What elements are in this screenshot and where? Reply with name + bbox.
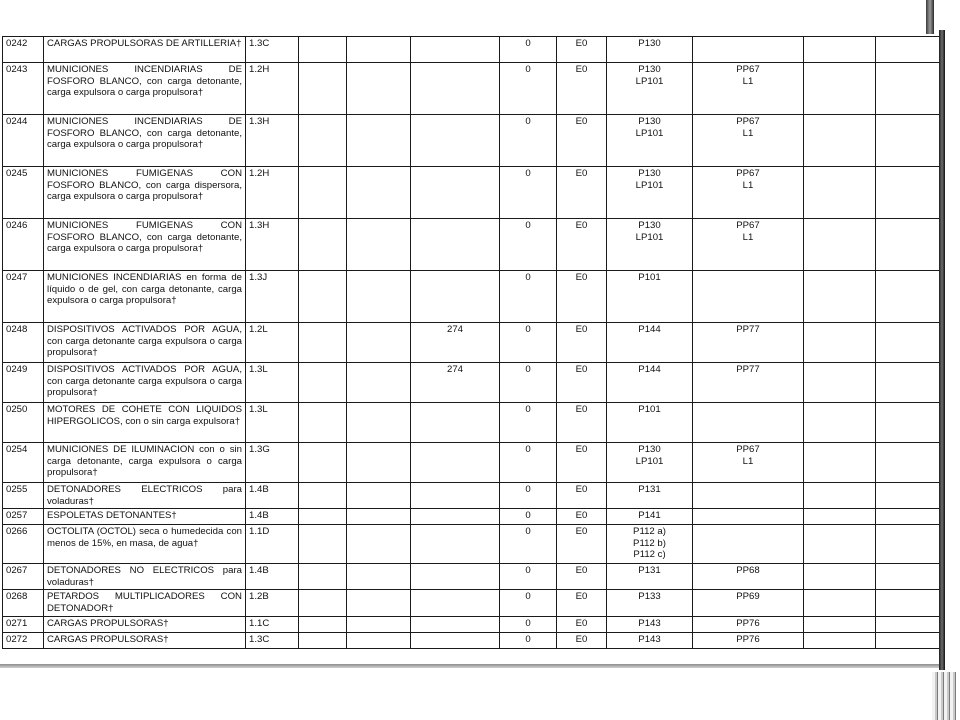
empty-cell xyxy=(347,525,411,564)
packing-provision: PP68 xyxy=(736,565,760,577)
empty-cell xyxy=(347,509,411,525)
empty-cell xyxy=(876,63,941,115)
limited-quantity-cell: 0 xyxy=(500,63,557,115)
un-number-cell: 0247 xyxy=(3,271,44,323)
packing-instruction-cell xyxy=(607,525,693,564)
hazard-class-cell: 1.4B xyxy=(246,483,299,509)
packing-provision: L1 xyxy=(742,75,754,87)
empty-cell xyxy=(347,617,411,633)
limited-quantity-cell: 0 xyxy=(500,363,557,403)
packing-instruction: P130 xyxy=(638,168,661,179)
packing-provision-cell xyxy=(693,483,804,509)
edge-shadow-top xyxy=(926,0,934,34)
packing-instruction-cell xyxy=(607,167,693,219)
empty-cell xyxy=(804,363,876,403)
un-number-cell: 0246 xyxy=(3,219,44,271)
empty-cell xyxy=(347,271,411,323)
special-provision-cell xyxy=(411,525,500,564)
excepted-quantity-cell: E0 xyxy=(557,483,607,509)
special-provision-cell xyxy=(411,509,500,525)
empty-cell xyxy=(347,443,411,483)
packing-provision-cell xyxy=(693,63,804,115)
empty-cell xyxy=(876,509,941,525)
table-row xyxy=(3,271,941,323)
special-provision-cell xyxy=(411,403,500,443)
hazard-class-cell: 1.2L xyxy=(246,323,299,363)
special-provision-cell xyxy=(411,617,500,633)
substance-name-cell: DETONADORES NO ELECTRICOS para voladuras† xyxy=(44,564,246,590)
substance-name-cell: DISPOSITIVOS ACTIVADOS POR AGUA, con carga detonante carga expulsora o carga propulsora† xyxy=(44,323,246,363)
empty-cell xyxy=(876,443,941,483)
un-number-cell: 0245 xyxy=(3,167,44,219)
packing-provision-cell xyxy=(693,403,804,443)
empty-cell xyxy=(876,363,941,403)
empty-cell xyxy=(876,525,941,564)
un-number-cell: 0268 xyxy=(3,590,44,617)
empty-cell xyxy=(804,483,876,509)
limited-quantity-cell: 0 xyxy=(500,115,557,167)
packing-instruction: P144 xyxy=(638,324,661,335)
packing-instruction: P143 xyxy=(638,618,661,630)
empty-cell xyxy=(299,564,347,590)
slide-right-edge xyxy=(940,0,960,720)
table-row xyxy=(3,37,941,63)
special-provision-cell xyxy=(411,37,500,63)
empty-cell xyxy=(876,483,941,509)
un-number-cell: 0249 xyxy=(3,363,44,403)
empty-cell xyxy=(347,37,411,63)
empty-cell xyxy=(804,590,876,617)
packing-instruction: P112 c) xyxy=(633,549,666,561)
empty-cell xyxy=(876,37,941,63)
empty-cell xyxy=(347,323,411,363)
packing-provision-cell xyxy=(693,167,804,219)
packing-instruction: P130 xyxy=(638,64,661,75)
table-row xyxy=(3,633,941,649)
table-row xyxy=(3,403,941,443)
empty-cell xyxy=(804,115,876,167)
packing-instruction-cell xyxy=(607,63,693,115)
special-provision-cell: 274 xyxy=(411,363,500,403)
excepted-quantity-cell: E0 xyxy=(557,403,607,443)
packing-provision: PP67 xyxy=(736,116,760,127)
packing-provision-cell xyxy=(693,509,804,525)
packing-instruction: LP101 xyxy=(635,179,664,191)
hazard-class-cell: 1.1C xyxy=(246,617,299,633)
packing-instruction-cell xyxy=(607,271,693,323)
special-provision-cell xyxy=(411,564,500,590)
table-row xyxy=(3,363,941,403)
packing-instruction-cell xyxy=(607,617,693,633)
limited-quantity-cell: 0 xyxy=(500,219,557,271)
table-row xyxy=(3,617,941,633)
un-number-cell: 0255 xyxy=(3,483,44,509)
table-row xyxy=(3,590,941,617)
special-provision-cell xyxy=(411,115,500,167)
empty-cell xyxy=(299,37,347,63)
un-number-cell: 0271 xyxy=(3,617,44,633)
excepted-quantity-cell: E0 xyxy=(557,363,607,403)
empty-cell xyxy=(299,525,347,564)
edge-shadow-bar xyxy=(939,30,945,670)
table-row xyxy=(3,167,941,219)
substance-name-cell: CARGAS PROPULSORAS† xyxy=(44,633,246,649)
substance-name-cell: CARGAS PROPULSORAS† xyxy=(44,617,246,633)
limited-quantity-cell: 0 xyxy=(500,323,557,363)
excepted-quantity-cell: E0 xyxy=(557,509,607,525)
packing-provision: L1 xyxy=(742,231,754,243)
hazard-class-cell: 1.3L xyxy=(246,363,299,403)
substance-name-cell: MOTORES DE COHETE CON LIQUIDOS HIPERGOLICOS, con o sin carga expulsora† xyxy=(44,403,246,443)
limited-quantity-cell: 0 xyxy=(500,590,557,617)
packing-instruction: LP101 xyxy=(635,231,664,243)
empty-cell xyxy=(299,590,347,617)
excepted-quantity-cell: E0 xyxy=(557,443,607,483)
special-provision-cell xyxy=(411,271,500,323)
special-provision-cell xyxy=(411,483,500,509)
substance-name-cell: OCTOLITA (OCTOL) seca o humedecida con menos de 15%, en masa, de agua† xyxy=(44,525,246,564)
empty-cell xyxy=(347,483,411,509)
packing-instruction-cell xyxy=(607,509,693,525)
substance-name-cell: MUNICIONES FUMIGENAS CON FOSFORO BLANCO, con carga dispersora, carga expulsora o carga propulsora† xyxy=(44,167,246,219)
un-number-cell: 0242 xyxy=(3,37,44,63)
packing-instruction: P112 a) xyxy=(633,526,666,538)
excepted-quantity-cell: E0 xyxy=(557,525,607,564)
edge-shadow-bottom xyxy=(932,672,956,720)
un-number-cell: 0250 xyxy=(3,403,44,443)
un-number-cell: 0243 xyxy=(3,63,44,115)
special-provision-cell xyxy=(411,443,500,483)
table-row xyxy=(3,509,941,525)
empty-cell xyxy=(347,363,411,403)
un-number-cell: 0244 xyxy=(3,115,44,167)
special-provision-cell: 274 xyxy=(411,323,500,363)
packing-provision-cell xyxy=(693,590,804,617)
substance-name-cell: CARGAS PROPULSORAS DE ARTILLERIA† xyxy=(44,37,246,63)
excepted-quantity-cell: E0 xyxy=(557,37,607,63)
packing-instruction: LP101 xyxy=(635,127,664,139)
special-provision-cell xyxy=(411,167,500,219)
table-row xyxy=(3,115,941,167)
table-row xyxy=(3,564,941,590)
hazard-class-cell: 1.3J xyxy=(246,271,299,323)
packing-provision: L1 xyxy=(742,179,754,191)
packing-instruction: P112 b) xyxy=(633,537,666,549)
empty-cell xyxy=(804,271,876,323)
limited-quantity-cell: 0 xyxy=(500,443,557,483)
packing-instruction: LP101 xyxy=(635,455,664,467)
hazard-class-cell: 1.3H xyxy=(246,219,299,271)
hazard-class-cell: 1.2H xyxy=(246,167,299,219)
hazard-class-cell: 1.1D xyxy=(246,525,299,564)
packing-provision-cell xyxy=(693,219,804,271)
hazard-class-cell: 1.3C xyxy=(246,633,299,649)
packing-instruction: P131 xyxy=(638,565,661,577)
hazard-class-cell: 1.3C xyxy=(246,37,299,63)
packing-provision-cell xyxy=(693,115,804,167)
special-provision-cell xyxy=(411,633,500,649)
un-number-cell: 0267 xyxy=(3,564,44,590)
packing-instruction: P130 xyxy=(638,444,661,455)
table-row xyxy=(3,219,941,271)
empty-cell xyxy=(876,323,941,363)
packing-provision-cell xyxy=(693,37,804,63)
empty-cell xyxy=(299,509,347,525)
empty-cell xyxy=(299,271,347,323)
empty-cell xyxy=(347,115,411,167)
hazard-class-cell: 1.2H xyxy=(246,63,299,115)
packing-instruction-cell xyxy=(607,403,693,443)
hazard-class-cell: 1.2B xyxy=(246,590,299,617)
excepted-quantity-cell: E0 xyxy=(557,323,607,363)
packing-provision: PP76 xyxy=(736,634,760,646)
empty-cell xyxy=(804,633,876,649)
special-provision-cell xyxy=(411,63,500,115)
packing-instruction: P101 xyxy=(638,272,661,283)
substance-name-cell: MUNICIONES INCENDIARIAS en forma de líquido o de gel, con carga detonante, carga expulsora o carga propulsora† xyxy=(44,271,246,323)
packing-instruction-cell xyxy=(607,323,693,363)
empty-cell xyxy=(299,363,347,403)
un-number-cell: 0248 xyxy=(3,323,44,363)
packing-provision: PP67 xyxy=(736,168,760,179)
packing-provision: PP67 xyxy=(736,64,760,75)
empty-cell xyxy=(876,564,941,590)
empty-cell xyxy=(804,564,876,590)
packing-provision-cell xyxy=(693,617,804,633)
empty-cell xyxy=(876,617,941,633)
packing-instruction-cell xyxy=(607,363,693,403)
special-provision-cell xyxy=(411,219,500,271)
limited-quantity-cell: 0 xyxy=(500,509,557,525)
excepted-quantity-cell: E0 xyxy=(557,633,607,649)
empty-cell xyxy=(804,63,876,115)
empty-cell xyxy=(804,509,876,525)
empty-cell xyxy=(299,167,347,219)
packing-provision-cell xyxy=(693,564,804,590)
packing-provision: PP67 xyxy=(736,444,760,455)
limited-quantity-cell: 0 xyxy=(500,37,557,63)
empty-cell xyxy=(347,63,411,115)
empty-cell xyxy=(876,633,941,649)
table-row xyxy=(3,323,941,363)
packing-instruction: P130 xyxy=(638,38,661,49)
un-number-cell: 0257 xyxy=(3,509,44,525)
empty-cell xyxy=(876,115,941,167)
packing-instruction-cell xyxy=(607,590,693,617)
limited-quantity-cell: 0 xyxy=(500,483,557,509)
table-row xyxy=(3,483,941,509)
packing-instruction: P131 xyxy=(638,484,661,495)
packing-instruction-cell xyxy=(607,564,693,590)
empty-cell xyxy=(299,323,347,363)
empty-cell xyxy=(804,219,876,271)
packing-provision: PP77 xyxy=(736,364,760,375)
packing-instruction: P141 xyxy=(638,510,661,522)
packing-instruction: P143 xyxy=(638,634,661,646)
empty-cell xyxy=(347,590,411,617)
packing-provision: L1 xyxy=(742,127,754,139)
packing-provision: PP67 xyxy=(736,220,760,231)
packing-provision-cell xyxy=(693,633,804,649)
hazard-class-cell: 1.3H xyxy=(246,115,299,167)
limited-quantity-cell: 0 xyxy=(500,271,557,323)
packing-provision: PP77 xyxy=(736,324,760,335)
substance-name-cell: DISPOSITIVOS ACTIVADOS POR AGUA, con carga detonante carga expulsora o carga propulsora† xyxy=(44,363,246,403)
packing-provision-cell xyxy=(693,525,804,564)
packing-instruction-cell xyxy=(607,37,693,63)
packing-provision-cell xyxy=(693,323,804,363)
table-body xyxy=(3,37,941,649)
table-row xyxy=(3,63,941,115)
excepted-quantity-cell: E0 xyxy=(557,590,607,617)
empty-cell xyxy=(876,167,941,219)
packing-instruction-cell xyxy=(607,633,693,649)
empty-cell xyxy=(347,219,411,271)
empty-cell xyxy=(876,590,941,617)
empty-cell xyxy=(299,219,347,271)
limited-quantity-cell: 0 xyxy=(500,564,557,590)
empty-cell xyxy=(299,483,347,509)
packing-instruction: LP101 xyxy=(635,75,664,87)
packing-instruction: P130 xyxy=(638,116,661,127)
substance-name-cell: DETONADORES ELECTRICOS para voladuras† xyxy=(44,483,246,509)
empty-cell xyxy=(299,403,347,443)
limited-quantity-cell: 0 xyxy=(500,617,557,633)
empty-cell xyxy=(299,63,347,115)
limited-quantity-cell: 0 xyxy=(500,633,557,649)
special-provision-cell xyxy=(411,590,500,617)
packing-instruction-cell xyxy=(607,115,693,167)
substance-name-cell: MUNICIONES INCENDIARIAS DE FOSFORO BLANCO, con carga detonante, carga expulsora o carga propulsora† xyxy=(44,63,246,115)
empty-cell xyxy=(347,167,411,219)
hazard-class-cell: 1.4B xyxy=(246,564,299,590)
excepted-quantity-cell: E0 xyxy=(557,564,607,590)
empty-cell xyxy=(804,617,876,633)
table-row xyxy=(3,443,941,483)
packing-instruction: P144 xyxy=(638,364,661,375)
document-scan xyxy=(2,36,940,664)
empty-cell xyxy=(299,617,347,633)
empty-cell xyxy=(804,443,876,483)
empty-cell xyxy=(299,443,347,483)
packing-instruction: P133 xyxy=(638,591,661,603)
empty-cell xyxy=(876,403,941,443)
un-number-cell: 0254 xyxy=(3,443,44,483)
packing-provision: PP69 xyxy=(736,591,760,603)
hazard-class-cell: 1.4B xyxy=(246,509,299,525)
excepted-quantity-cell: E0 xyxy=(557,219,607,271)
empty-cell xyxy=(347,403,411,443)
empty-cell xyxy=(804,323,876,363)
limited-quantity-cell: 0 xyxy=(500,167,557,219)
substance-name-cell: ESPOLETAS DETONANTES† xyxy=(44,509,246,525)
packing-instruction: P130 xyxy=(638,220,661,231)
empty-cell xyxy=(876,219,941,271)
empty-cell xyxy=(347,564,411,590)
hazard-class-cell: 1.3L xyxy=(246,403,299,443)
packing-instruction-cell xyxy=(607,483,693,509)
dangerous-goods-table xyxy=(2,36,940,649)
packing-provision-cell xyxy=(693,271,804,323)
packing-provision-cell xyxy=(693,363,804,403)
hazard-class-cell: 1.3G xyxy=(246,443,299,483)
empty-cell xyxy=(299,115,347,167)
excepted-quantity-cell: E0 xyxy=(557,167,607,219)
limited-quantity-cell: 0 xyxy=(500,403,557,443)
limited-quantity-cell: 0 xyxy=(500,525,557,564)
packing-instruction-cell xyxy=(607,443,693,483)
empty-cell xyxy=(804,167,876,219)
empty-cell xyxy=(299,633,347,649)
un-number-cell: 0272 xyxy=(3,633,44,649)
packing-provision-cell xyxy=(693,443,804,483)
substance-name-cell: MUNICIONES INCENDIARIAS DE FOSFORO BLANCO, con carga detonante, carga expulsora o carga propulsora† xyxy=(44,115,246,167)
packing-instruction-cell xyxy=(607,219,693,271)
empty-cell xyxy=(347,633,411,649)
empty-cell xyxy=(804,37,876,63)
packing-provision: L1 xyxy=(742,455,754,467)
empty-cell xyxy=(804,525,876,564)
excepted-quantity-cell: E0 xyxy=(557,271,607,323)
page-bottom-edge xyxy=(0,664,940,668)
excepted-quantity-cell: E0 xyxy=(557,115,607,167)
substance-name-cell: MUNICIONES FUMIGENAS CON FOSFORO BLANCO, con carga detonante, carga expulsora o carga propulsora† xyxy=(44,219,246,271)
excepted-quantity-cell: E0 xyxy=(557,63,607,115)
substance-name-cell: MUNICIONES DE ILUMINACION con o sin carga detonante, carga expulsora o carga propulsora† xyxy=(44,443,246,483)
excepted-quantity-cell: E0 xyxy=(557,617,607,633)
empty-cell xyxy=(804,403,876,443)
packing-provision: PP76 xyxy=(736,618,760,630)
empty-cell xyxy=(876,271,941,323)
un-number-cell: 0266 xyxy=(3,525,44,564)
packing-instruction: P101 xyxy=(638,404,661,415)
substance-name-cell: PETARDOS MULTIPLICADORES CON DETONADOR† xyxy=(44,590,246,617)
table-row xyxy=(3,525,941,564)
